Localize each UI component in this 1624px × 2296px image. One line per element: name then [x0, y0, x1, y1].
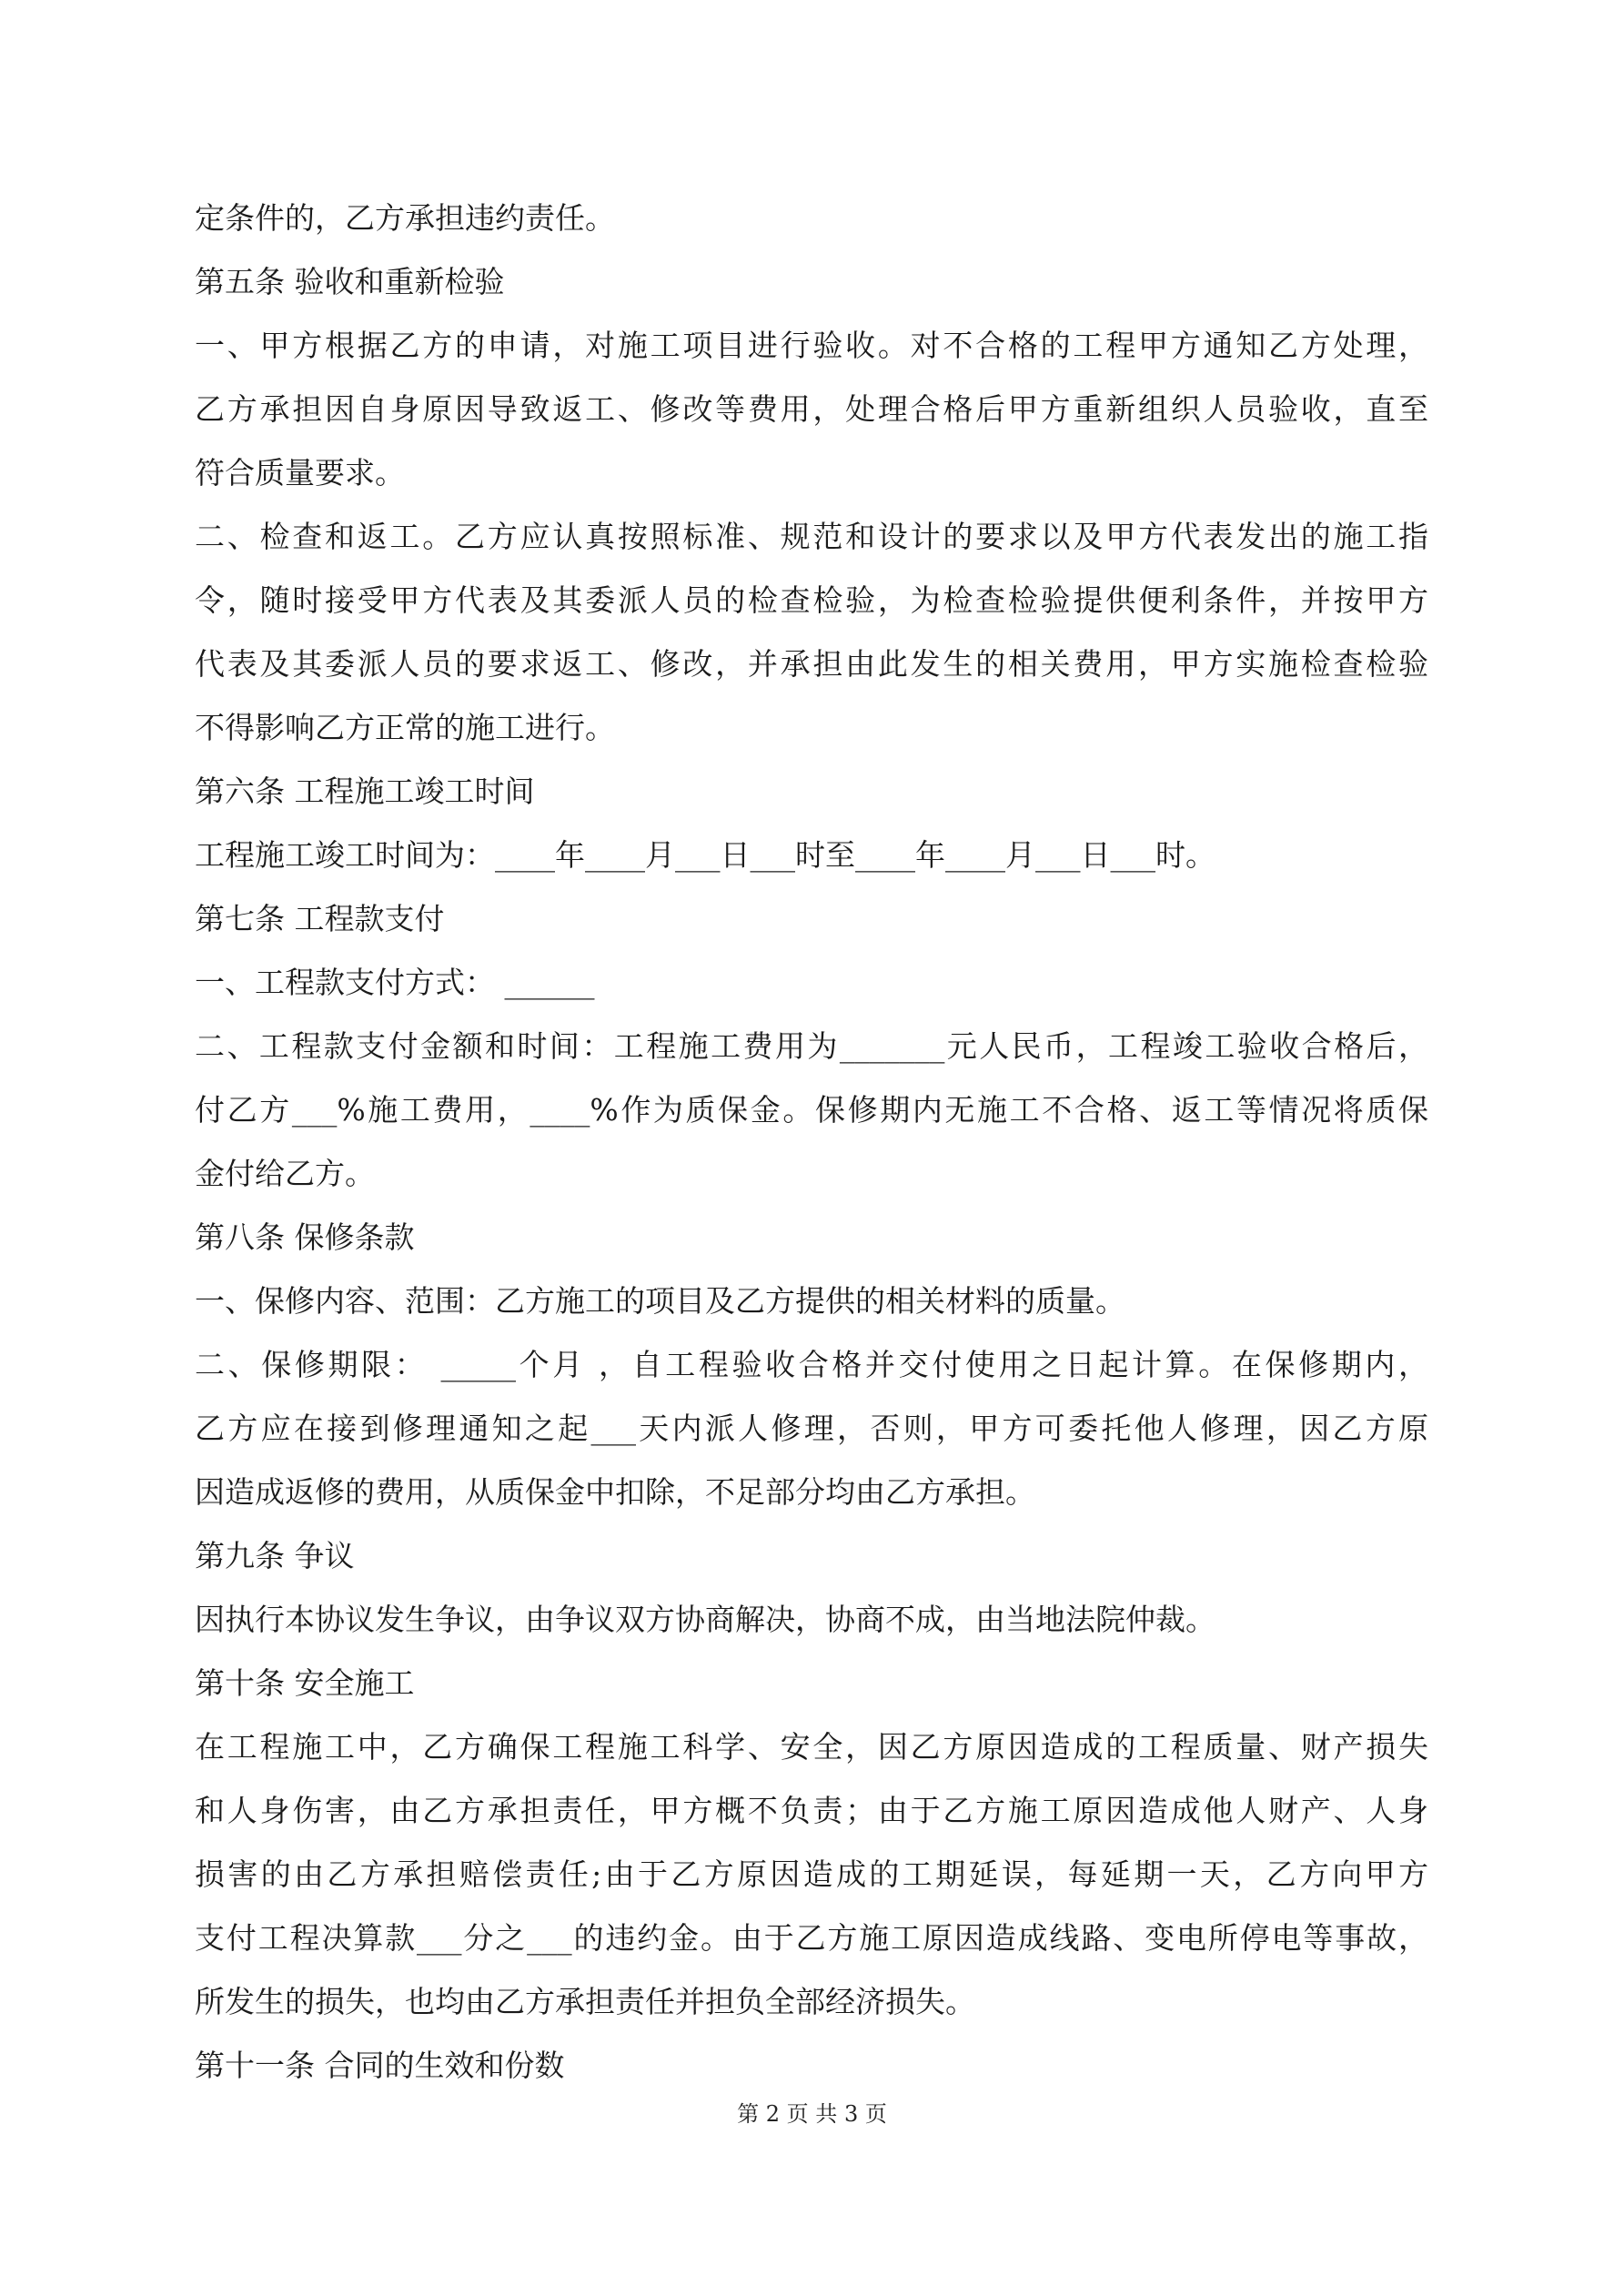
text-line: 和人身伤害，由乙方承担责任，甲方概不负责；由于乙方施工原因造成他人财产、人身 — [195, 1793, 1428, 1828]
text-line: 因执行本协议发生争议，由争议双方协商解决，协商不成，由当地法院仲裁。 — [195, 1602, 1215, 1637]
text-line: 支付工程决算款___分之___的违约金。由于乙方施工原因造成线路、变电所停电等事故， — [195, 1920, 1428, 1956]
text-line: 第八条 保修条款 — [195, 1219, 415, 1255]
text-line: 令，随时接受甲方代表及其委派人员的检查检验，为检查检验提供便利条件，并按甲方 — [195, 582, 1428, 618]
text-line: 一、甲方根据乙方的申请，对施工项目进行验收。对不合格的工程甲方通知乙方处理， — [195, 328, 1428, 363]
text-line: 二、保修期限： _____个月 ，自工程验收合格并交付使用之日起计算。在保修期内， — [195, 1347, 1428, 1382]
text-line: 所发生的损失，也均由乙方承担责任并担负全部经济损失。 — [195, 1984, 975, 2019]
text-line: 第五条 验收和重新检验 — [195, 264, 505, 299]
text-line: 工程施工竣工时间为：____年____月___日___时至____年____月___日___时。 — [195, 837, 1215, 873]
text-line: 一、工程款支付方式： ______ — [195, 965, 595, 1000]
text-line: 不得影响乙方正常的施工进行。 — [195, 710, 615, 745]
text-line: 二、检查和返工。乙方应认真按照标准、规范和设计的要求以及甲方代表发出的施工指 — [195, 519, 1428, 554]
text-line: 因造成返修的费用，从质保金中扣除，不足部分均由乙方承担。 — [195, 1474, 1035, 1510]
text-line: 第七条 工程款支付 — [195, 901, 445, 936]
text-line: 在工程施工中，乙方确保工程施工科学、安全，因乙方原因造成的工程质量、财产损失 — [195, 1729, 1428, 1765]
text-line: 代表及其委派人员的要求返工、修改，并承担由此发生的相关费用，甲方实施检查检验 — [195, 646, 1428, 682]
page-footer: 第 2 页 共 3 页 — [737, 2101, 887, 2127]
text-line: 损害的由乙方承担赔偿责任;由于乙方原因造成的工期延误，每延期一天，乙方向甲方 — [195, 1856, 1428, 1892]
text-line: 第十一条 合同的生效和份数 — [195, 2048, 565, 2083]
text-line: 二、工程款支付金额和时间：工程施工费用为_______元人民币，工程竣工验收合格后， — [195, 1028, 1428, 1064]
text-line: 一、保修内容、范围：乙方施工的项目及乙方提供的相关材料的质量。 — [195, 1283, 1125, 1319]
text-line: 第九条 争议 — [195, 1538, 355, 1573]
document-body — [195, 195, 1428, 2106]
text-line: 乙方应在接到修理通知之起___天内派人修理，否则，甲方可委托他人修理，因乙方原 — [195, 1411, 1428, 1446]
text-line: 第六条 工程施工竣工时间 — [195, 774, 535, 809]
text-line: 符合质量要求。 — [195, 455, 405, 491]
text-line: 乙方承担因自身原因导致返工、修改等费用，处理合格后甲方重新组织人员验收，直至 — [195, 391, 1428, 427]
text-line: 付乙方___%施工费用，____%作为质保金。保修期内无施工不合格、返工等情况将质保 — [195, 1092, 1428, 1128]
text-line: 第十条 安全施工 — [195, 1665, 415, 1701]
text-line: 定条件的，乙方承担违约责任。 — [195, 200, 615, 236]
text-line: 金付给乙方。 — [195, 1156, 375, 1191]
